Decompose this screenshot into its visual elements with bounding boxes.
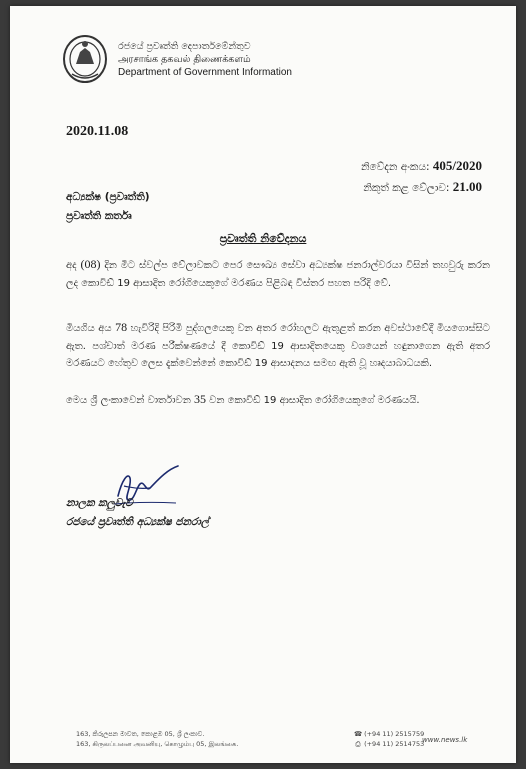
document-heading bbox=[10, 232, 516, 246]
footer-contacts bbox=[354, 730, 424, 749]
reference-block bbox=[361, 156, 482, 198]
footer-address-line-1: 163, කිරුලපන මාවත, කොළඹ 05, ශ්‍රී ලංකාව. bbox=[76, 730, 205, 738]
release-number-line bbox=[361, 156, 482, 177]
release-number-label: නිවේදන අංකය: bbox=[361, 161, 430, 173]
addressee-line-2: ප්‍රවෘත්ති කර්තෘ bbox=[66, 210, 132, 222]
heading-text: ප්‍රවෘත්ති නිවේදනය bbox=[219, 232, 307, 245]
footer-fax: (+94 11) 2514753 bbox=[364, 739, 425, 748]
paragraph-3 bbox=[66, 391, 490, 410]
paragraph-1-number: (08) bbox=[80, 257, 101, 271]
paragraph-1-text-a: අද bbox=[66, 260, 81, 271]
paragraph-1-text-b: දින මීට ස්වල්ප වේලාවකට පෙර සෞඛ්‍ය සේවා අධ්‍යක්ෂ ජනරාල්වරයා විසින් තහවුරු කරන ලද කොවිඩ් 19 ආසාදිත රෝගියෙකුගේ මරණය පිළිබඳ විස්තර පහත පරිදි වේ. bbox=[66, 260, 490, 289]
footer-phone-line bbox=[354, 730, 424, 740]
letterhead-english: Department of Government Information bbox=[118, 66, 292, 78]
paragraph-2-text-b: හැවිරිදි පිරිමි පුද්ගලයෙකු වන අතර රෝහලට ඇතුළත් කරන අවස්ථාවේදී මියගොස්සිට ඇත. පශ්චාත් මරණ පරීක්ෂණයේ දී කොවිඩ් 19 ආසාදිතයෙකු වශයෙන් හඳුනාගෙන ඇති අතර මරණයට හේතුව ලෙස දැක්වෙන්නේ කොවිඩ් 19 ආසාදනය සමඟ ඇති වූ හෘදයාබාධයකි. bbox=[66, 323, 490, 369]
paragraph-1 bbox=[66, 256, 490, 292]
release-time: 21.00 bbox=[452, 179, 482, 194]
footer-fax-line bbox=[354, 740, 424, 750]
phone-icon: ☎ bbox=[354, 730, 363, 738]
paragraph-3-text-b: වන කොවිඩ් 19 ආසාදිත රෝගියෙකුගේ මරණයයි. bbox=[206, 395, 420, 406]
letterhead bbox=[62, 34, 292, 84]
release-time-line bbox=[361, 177, 482, 198]
release-number: 405/2020 bbox=[432, 158, 482, 173]
footer-address bbox=[76, 730, 238, 749]
paragraph-3-number: 35 bbox=[194, 392, 206, 406]
document-date: 2020.11.08 bbox=[66, 124, 129, 139]
release-time-label: නිකුත් කළ වේලාව: bbox=[363, 182, 450, 194]
addressee-block bbox=[66, 188, 150, 226]
paragraph-2-number: 78 bbox=[115, 320, 128, 334]
footer-phone: (+94 11) 2515759 bbox=[364, 730, 425, 738]
fax-icon: ⎙ bbox=[355, 739, 361, 748]
signature-block bbox=[66, 494, 209, 532]
paragraph-3-text-a: මෙය ශ්‍රී ලංකාවෙන් වාර්තාවන bbox=[66, 395, 194, 406]
footer-address-line-2: 163, கிருலப்பனை அவனியு, கொழும்பு 05, இலங்கை. bbox=[76, 739, 239, 748]
letterhead-sinhala: රජයේ ප්‍රවෘත්ති දෙපාර්තමේන්තුව bbox=[118, 40, 251, 52]
paragraph-2 bbox=[66, 319, 490, 373]
footer-website: www.news.lk bbox=[422, 736, 468, 744]
document-page bbox=[10, 6, 516, 763]
signatory-name: නාලක කලුවැව bbox=[66, 497, 133, 509]
letterhead-tamil: அரசாங்க தகவல் திணைக்களம் bbox=[118, 53, 251, 65]
signatory-title: රජයේ ප්‍රවෘත්ති අධ්‍යක්ෂ ජනරාල් bbox=[66, 516, 209, 528]
paragraph-2-text-a: මියගිය අය bbox=[66, 323, 116, 334]
addressee-line-1: අධ්‍යක්ෂ (ප්‍රවෘත්ති) bbox=[66, 191, 150, 203]
government-emblem-icon bbox=[62, 34, 108, 84]
